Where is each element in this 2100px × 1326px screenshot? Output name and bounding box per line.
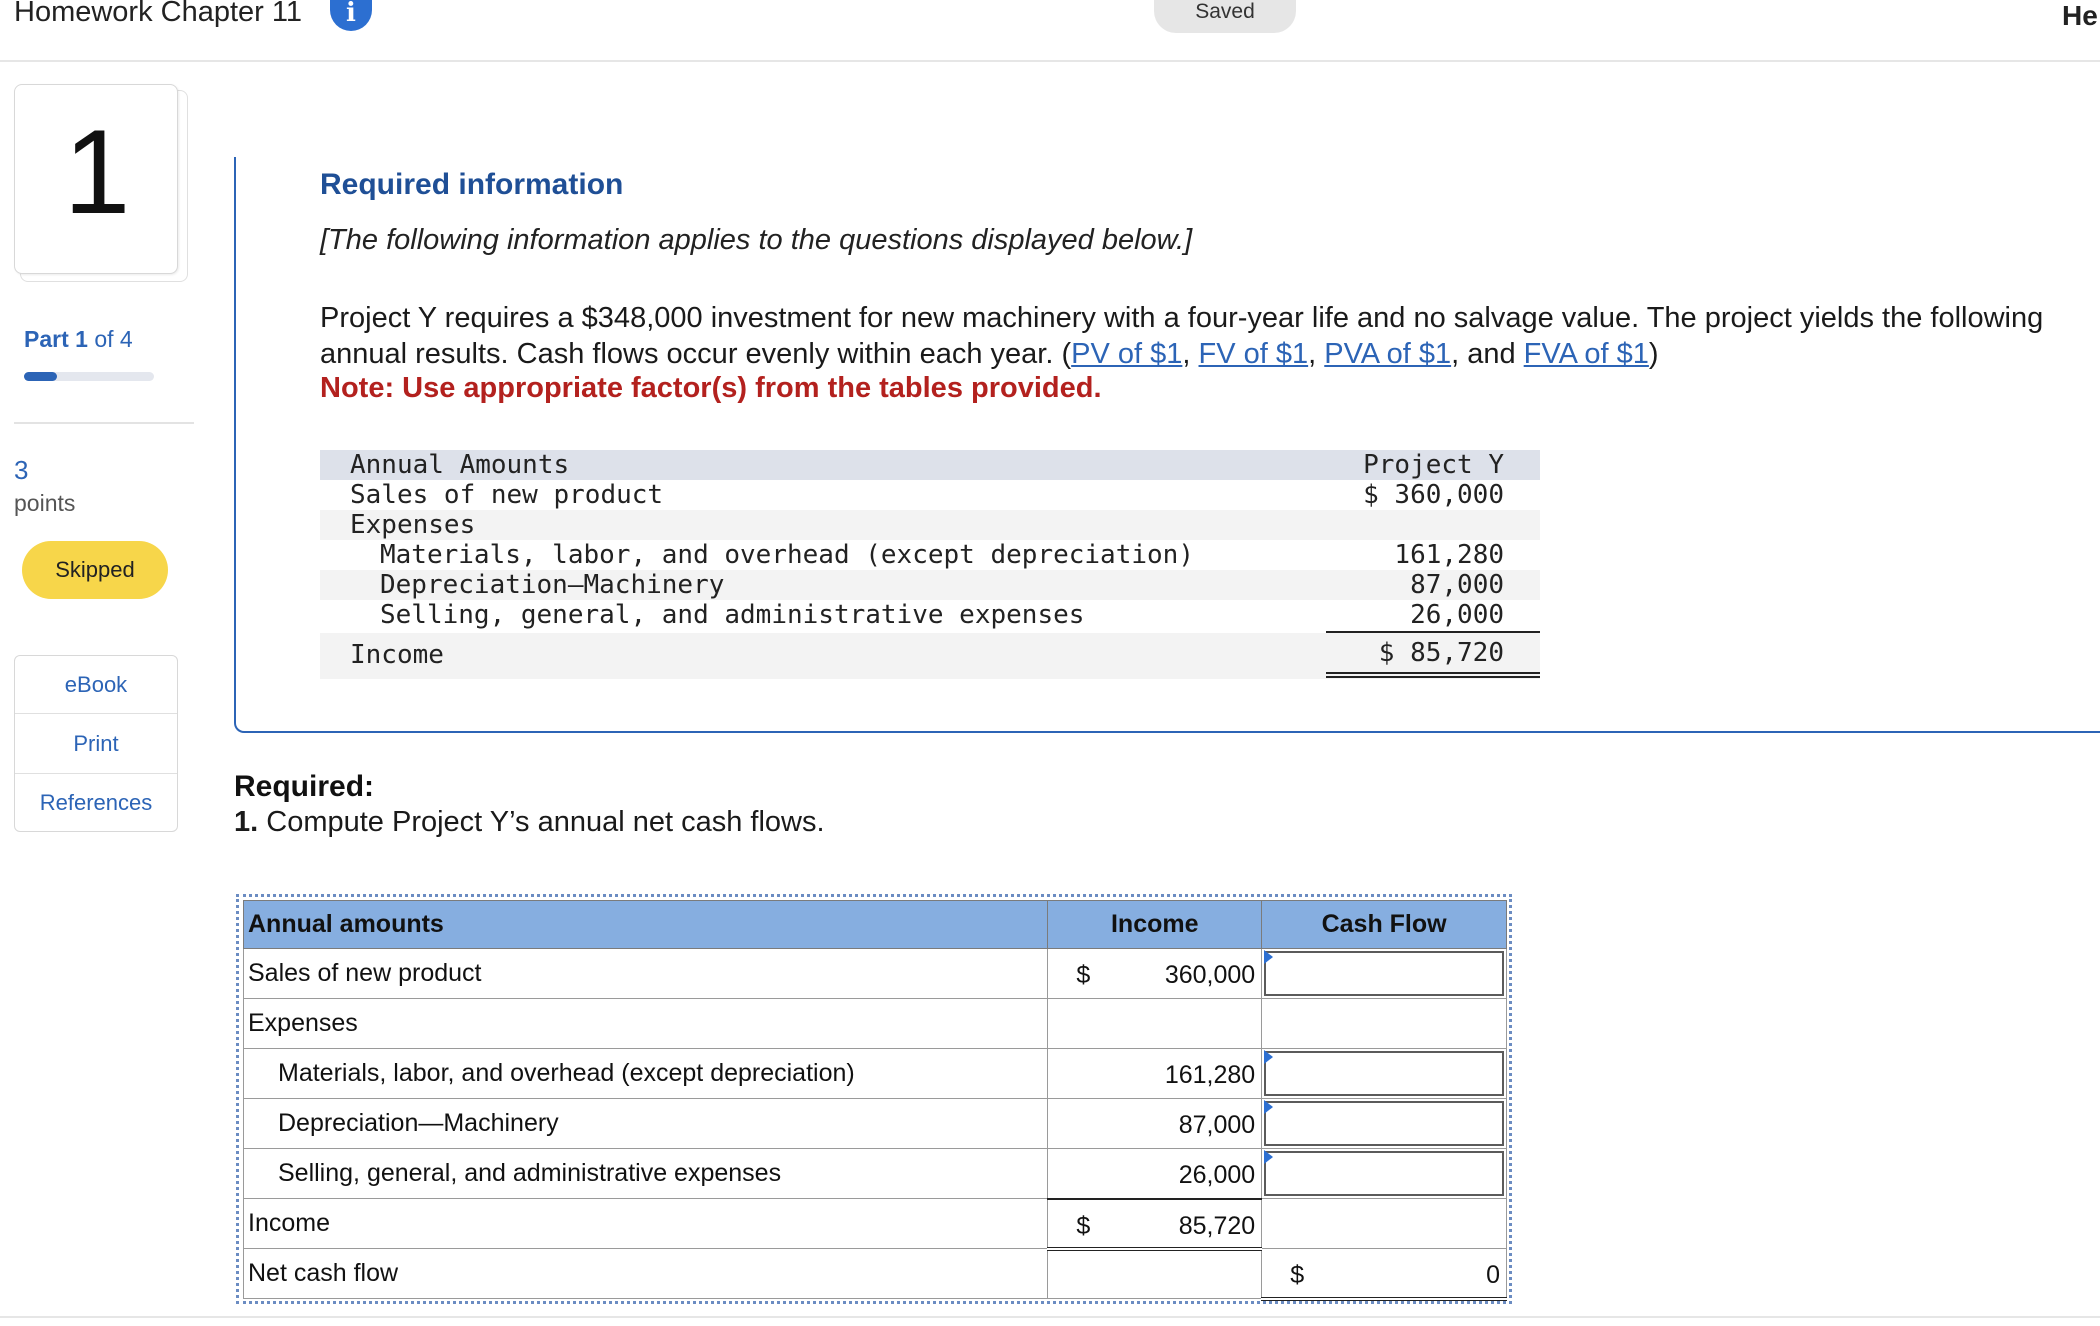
references-link[interactable]: References — [39, 790, 153, 815]
help-link[interactable]: He — [2062, 0, 2098, 31]
part-progress-fill — [24, 372, 57, 381]
answer-flag-icon — [1264, 950, 1273, 964]
required-information-subtitle: [The following information applies to the questions displayed below.] — [320, 224, 1193, 256]
income-cell — [1048, 1149, 1262, 1199]
sidebar-divider — [14, 422, 194, 424]
info-row-label: Sales of new product — [350, 480, 664, 510]
table-row — [244, 999, 1507, 1049]
income-cell — [1048, 999, 1262, 1049]
row-label: Expenses — [244, 999, 1048, 1049]
pva-table-link[interactable]: PVA of $1 — [1324, 338, 1452, 370]
page-bottom-divider — [0, 1316, 2100, 1318]
link-separator: , — [1308, 338, 1325, 370]
income-cell — [1048, 949, 1262, 999]
table-row — [244, 1249, 1507, 1299]
info-header-value: Project Y — [1363, 450, 1504, 480]
row-label: Depreciation—Machinery — [244, 1099, 1048, 1149]
table-row — [244, 1099, 1507, 1149]
info-row-value: 161,280 — [1394, 540, 1504, 570]
points-label: points — [14, 490, 76, 516]
link-separator: , and — [1451, 338, 1524, 370]
row-label: Materials, labor, and overhead (except depreciation) — [244, 1049, 1048, 1099]
net-cash-flow-value: 0 — [1486, 1261, 1500, 1289]
subtotal-rule — [1326, 631, 1540, 633]
row-label: Sales of new product — [244, 949, 1048, 999]
info-row-label: Income — [350, 640, 444, 670]
income-cell — [1048, 1049, 1262, 1099]
answer-flag-icon — [1264, 1100, 1273, 1114]
column-header-cash-flow: Cash Flow — [1262, 901, 1507, 949]
column-header-annual-amounts: Annual amounts — [244, 901, 1048, 949]
info-row-value: $ 85,720 — [1378, 638, 1504, 668]
row-label: Net cash flow — [244, 1249, 1048, 1299]
cash-flow-input-sales[interactable] — [1264, 951, 1504, 996]
column-header-income: Income — [1048, 901, 1262, 949]
answer-table — [243, 900, 1507, 1301]
income-cell — [1048, 1099, 1262, 1149]
skipped-status-badge: Skipped — [22, 541, 168, 599]
info-row-label: Selling, general, and administrative expenses — [380, 600, 1085, 630]
required-information-title: Required information — [320, 168, 624, 201]
link-separator: , — [1182, 338, 1199, 370]
question-number: 1 — [63, 105, 131, 239]
info-row-value: 87,000 — [1410, 570, 1504, 600]
cash-flow-input-selling[interactable] — [1264, 1151, 1504, 1196]
row-label: Income — [244, 1199, 1048, 1249]
info-header-label: Annual Amounts — [350, 450, 570, 480]
problem-statement — [320, 300, 2060, 372]
income-value: 161,280 — [1164, 1061, 1256, 1089]
income-value: 360,000 — [1164, 961, 1256, 989]
factor-note: Note: Use appropriate factor(s) from the tables provided. — [320, 372, 1102, 404]
income-cell — [1048, 1249, 1262, 1299]
part-progress-bar — [24, 372, 154, 381]
question-card[interactable] — [14, 84, 178, 274]
cash-flow-cell — [1262, 1149, 1507, 1199]
cash-flow-cell — [1262, 1049, 1507, 1099]
required-heading: Required: — [234, 770, 375, 803]
table-row — [244, 1149, 1507, 1199]
part-word: Part — [24, 326, 69, 352]
fv-table-link[interactable]: FV of $1 — [1198, 338, 1309, 370]
cash-flow-cell — [1262, 1099, 1507, 1149]
cash-flow-cell — [1262, 1199, 1507, 1249]
fva-table-link[interactable]: FVA of $1 — [1523, 338, 1649, 370]
info-row-label: Materials, labor, and overhead (except depreciation) — [380, 540, 1194, 570]
cash-flow-input-materials[interactable] — [1264, 1051, 1504, 1096]
assignment-title: Homework Chapter 11 — [14, 0, 302, 28]
income-cell — [1048, 1199, 1262, 1249]
info-table-band — [320, 510, 1540, 540]
info-row-value: $ 360,000 — [1363, 480, 1504, 510]
ebook-link[interactable]: eBook — [15, 656, 177, 714]
dollar-sign: $ — [1290, 1261, 1305, 1289]
answer-table-header-row — [244, 901, 1507, 949]
required-item-number: 1. — [234, 806, 259, 838]
saved-status-badge: Saved — [1154, 0, 1296, 33]
answer-flag-icon — [1264, 1050, 1273, 1064]
income-value: 87,000 — [1178, 1111, 1256, 1139]
row-label: Selling, general, and administrative expenses — [244, 1149, 1048, 1199]
total-double-rule — [1326, 672, 1540, 678]
info-row-value: 26,000 — [1410, 600, 1504, 630]
part-total: of 4 — [94, 326, 133, 352]
part-current: 1 — [75, 326, 88, 352]
table-row — [244, 1199, 1507, 1249]
table-row — [244, 949, 1507, 999]
net-cash-flow-cell — [1262, 1249, 1507, 1299]
info-icon[interactable]: i — [330, 0, 372, 31]
part-indicator — [24, 326, 133, 353]
required-item-text: Compute Project Y’s annual net cash flows. — [258, 806, 825, 838]
cash-flow-input-depreciation[interactable] — [1264, 1101, 1504, 1146]
print-link[interactable]: Print — [15, 714, 177, 774]
problem-text-end: ) — [1648, 338, 1659, 370]
info-row-label: Depreciation—Machinery — [380, 570, 725, 600]
cash-flow-cell — [1262, 999, 1507, 1049]
problem-text: Project Y requires a $348,000 investment for new machinery with a four-year life and no salvage value. The project yields the following annual results. Cash flows occur evenly within each year. ( — [320, 302, 2044, 370]
pv-table-link[interactable]: PV of $1 — [1071, 338, 1183, 370]
assignment-header — [0, 0, 2100, 62]
table-row — [244, 1049, 1507, 1099]
income-value: 85,720 — [1178, 1211, 1256, 1240]
cash-flow-cell — [1262, 949, 1507, 999]
info-row-label: Expenses — [350, 510, 476, 540]
required-item-1 — [234, 806, 825, 839]
points-value: 3 — [14, 455, 29, 485]
resource-links — [14, 655, 178, 832]
income-value: 26,000 — [1178, 1161, 1256, 1189]
answer-flag-icon — [1264, 1150, 1273, 1164]
dollar-sign: $ — [1076, 1211, 1091, 1240]
dollar-sign: $ — [1076, 961, 1091, 989]
